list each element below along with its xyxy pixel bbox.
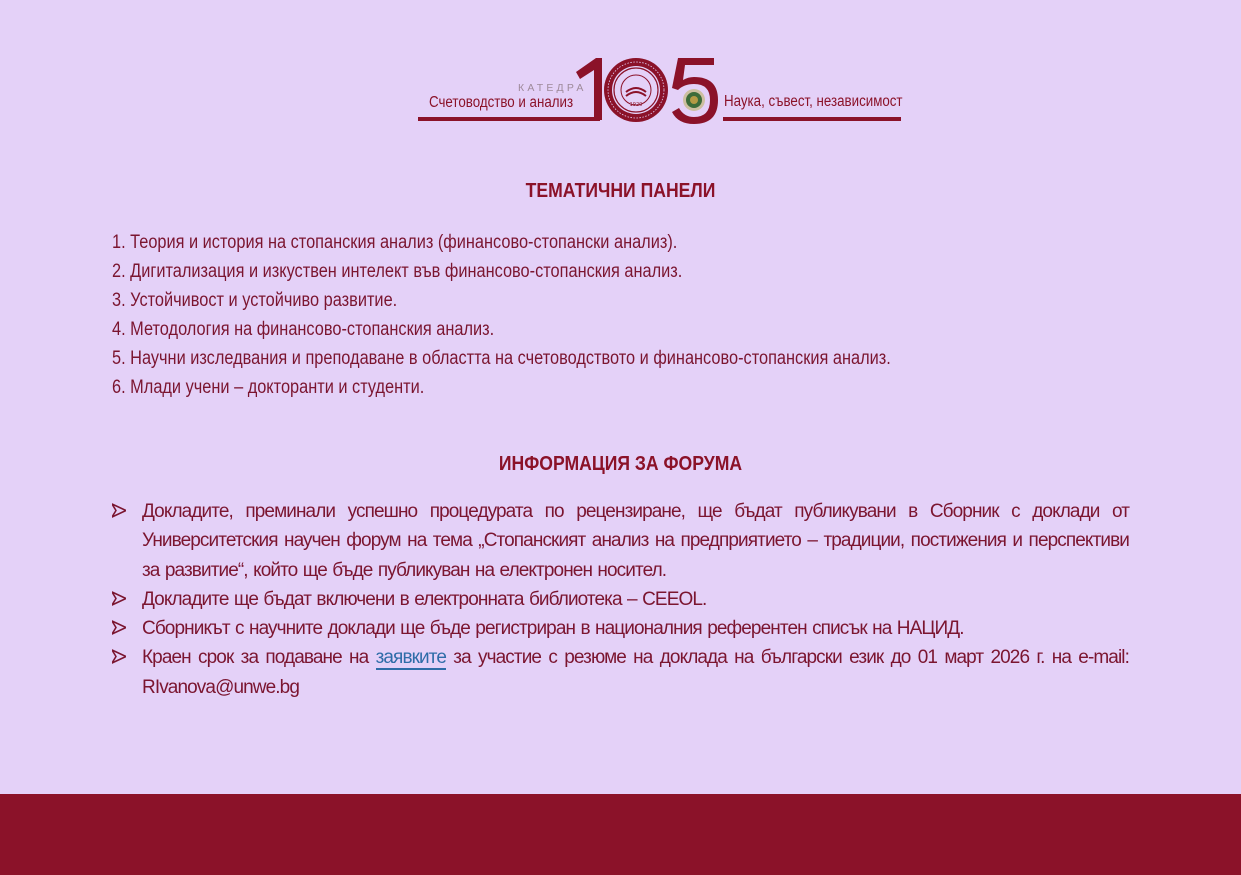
forum-heading: ИНФОРМАЦИЯ ЗА ФОРУМА	[498, 453, 743, 475]
arrow-bullet-icon	[112, 620, 126, 635]
forum-info-list	[112, 497, 1129, 702]
panel-item: 6. Млади учени – докторанти и студенти.	[112, 377, 425, 398]
logo-rule-right	[723, 117, 901, 121]
panels-heading: ТЕМАТИЧНИ ПАНЕЛИ	[525, 180, 716, 202]
forum-info-item	[112, 585, 1129, 614]
arrow-bullet-icon	[112, 503, 126, 518]
digit-one	[576, 58, 602, 120]
forum-info-text: Сборникът с научните доклади ще бъде регистриран в националния референтен списък на НАЦИД.	[142, 618, 964, 640]
logo-rule-left	[418, 117, 600, 121]
panel-item: 4. Методология на финансово-стопанския анализ.	[112, 319, 495, 340]
panel-item: 5. Научни изследвания и преподаване в областта на счетоводството и финансово-стопанския анализ.	[112, 348, 891, 369]
forum-info-item	[112, 614, 1129, 643]
university-motto: Наука, съвест, независимост	[724, 93, 903, 110]
applications-link[interactable]: заявките	[375, 647, 447, 669]
arrow-bullet-icon	[112, 649, 126, 664]
deadline-text-start: Краен срок за подаване на	[142, 647, 376, 669]
forum-info-item	[112, 643, 1129, 702]
footer-band	[0, 794, 1241, 875]
arrow-bullet-icon	[112, 591, 126, 606]
logo-kicker: КАТЕДРА	[518, 82, 587, 94]
forum-info-text: Докладите, преминали успешно процедурата по рецензиране, ще бъдат публикувани в Сборник с доклади от Университетския научен форум на тема „Стопанският анализ на предприятието – традиции, постижения и перспективи за развитие“, който ще бъде публикуван на електронен носител.	[142, 501, 1129, 581]
panel-item: 3. Устойчивост и устойчиво развитие.	[112, 290, 398, 311]
panels-list	[112, 228, 1018, 402]
svg-text:1920: 1920	[629, 102, 643, 108]
panel-item: 2. Дигитализация и изкуствен интелект във финансово-стопанския анализ.	[112, 261, 683, 282]
digit-five	[672, 58, 718, 124]
deadline-text	[142, 643, 1129, 702]
university-seal-icon	[604, 58, 668, 122]
deadline-text-end: за участие с резюме на доклада на български език до 01 март 2026 г. на e-mail: RIvanova@unwe.bg	[142, 647, 1129, 698]
panel-item: 1. Теория и история на стопанския анализ (финансово-стопански анализ).	[112, 232, 678, 253]
anniversary-105-emblem	[574, 54, 724, 126]
forum-info-item	[112, 497, 1129, 585]
department-name: Счетоводство и анализ	[429, 94, 574, 111]
forum-info-text: Докладите ще бъдат включени в електронната библиотека – CEEOL.	[142, 588, 707, 610]
